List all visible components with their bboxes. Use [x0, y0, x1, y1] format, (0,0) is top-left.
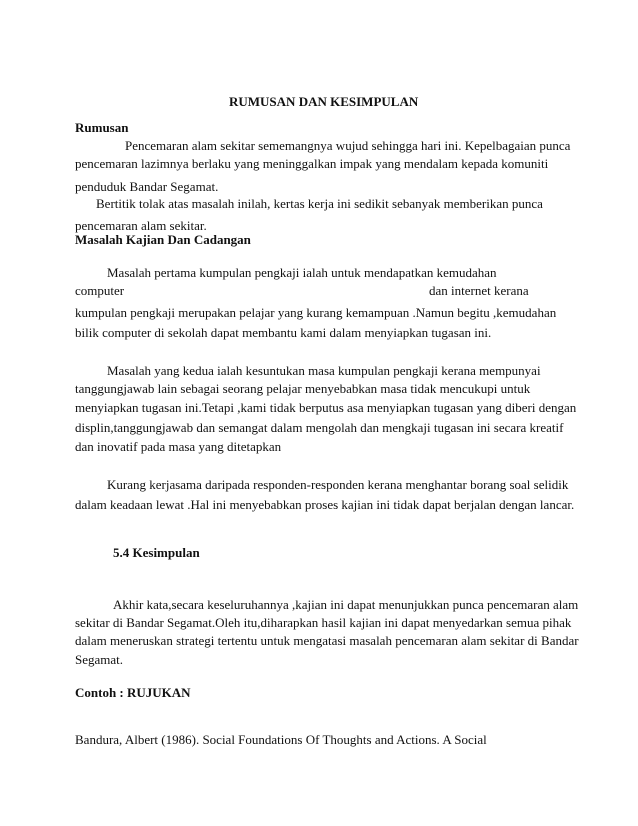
rumusan-line-5: pencemaran alam sekitar.: [75, 218, 207, 233]
masalah-p2-line-3: menyiapkan tugasan ini.Tetapi ,kami tidak berputus asa menyiapkan tugasan yang diberi dengan: [75, 400, 577, 415]
masalah-p2-line-1: Masalah yang kedua ialah kesuntukan masa kumpulan pengkaji kerana mempunyai: [107, 363, 541, 378]
masalah-p1-line-2-left: computer: [75, 283, 125, 298]
section-heading-rumusan: Rumusan: [75, 120, 129, 135]
masalah-p1-line-3: kumpulan pengkaji merupakan pelajar yang kurang kemampuan .Namun begitu ,kemudahan: [75, 305, 557, 320]
masalah-p1-line-4: bilik computer di sekolah dapat membantu kami dalam menyiapkan tugasan ini.: [75, 325, 492, 340]
masalah-p3-line-1: Kurang kerjasama daripada responden-responden kerana menghantar borang soal selidik: [107, 477, 569, 492]
reference-entry: Bandura, Albert (1986). Social Foundations Of Thoughts and Actions. A Social: [75, 732, 487, 747]
rumusan-line-1: Pencemaran alam sekitar sememangnya wujud sehingga hari ini. Kepelbagaian punca: [125, 138, 571, 153]
masalah-p3-line-2: dalam keadaan lewat .Hal ini menyebabkan proses kajian ini tidak dapat berjalan dengan lancar.: [75, 497, 575, 512]
kesimpulan-line-3: dalam meneruskan strategi tertentu untuk mengatasi masalah pencemaran alam sekitar di Bandar: [75, 633, 579, 648]
kesimpulan-line-2: sekitar di Bandar Segamat.Oleh itu,diharapkan hasil kajian ini dapat menyedarkan semua pihak: [75, 615, 572, 630]
section-heading-kesimpulan: 5.4 Kesimpulan: [113, 545, 200, 560]
masalah-p2-line-2: tanggungjawab lain sebagai seorang pelajar menyebabkan masa tidak mencukupi untuk: [75, 381, 531, 396]
page-title: RUMUSAN DAN KESIMPULAN: [229, 94, 419, 109]
masalah-p1-line-2-right: dan internet kerana: [429, 283, 529, 298]
masalah-p2-line-5: dan inovatif pada masa yang ditetapkan: [75, 439, 282, 454]
section-heading-rujukan: Contoh : RUJUKAN: [75, 685, 191, 700]
rumusan-line-3: penduduk Bandar Segamat.: [75, 179, 219, 194]
masalah-p2-line-4: displin,tanggungjawab dan semangat dalam mengolah dan mengkaji tugasan ini secara kreatif: [75, 420, 564, 435]
rumusan-line-4: Bertitik tolak atas masalah inilah, kertas kerja ini sedikit sebanyak memberikan punca: [96, 196, 543, 211]
section-heading-masalah: Masalah Kajian Dan Cadangan: [75, 232, 251, 247]
rumusan-line-2: pencemaran lazimnya berlaku yang meninggalkan impak yang mendalam kepada komuniti: [75, 156, 549, 171]
masalah-p1-line-1: Masalah pertama kumpulan pengkaji ialah untuk mendapatkan kemudahan: [107, 265, 497, 280]
kesimpulan-line-4: Segamat.: [75, 652, 124, 667]
kesimpulan-line-1: Akhir kata,secara keseluruhannya ,kajian ini dapat menunjukkan punca pencemaran alam: [113, 597, 579, 612]
